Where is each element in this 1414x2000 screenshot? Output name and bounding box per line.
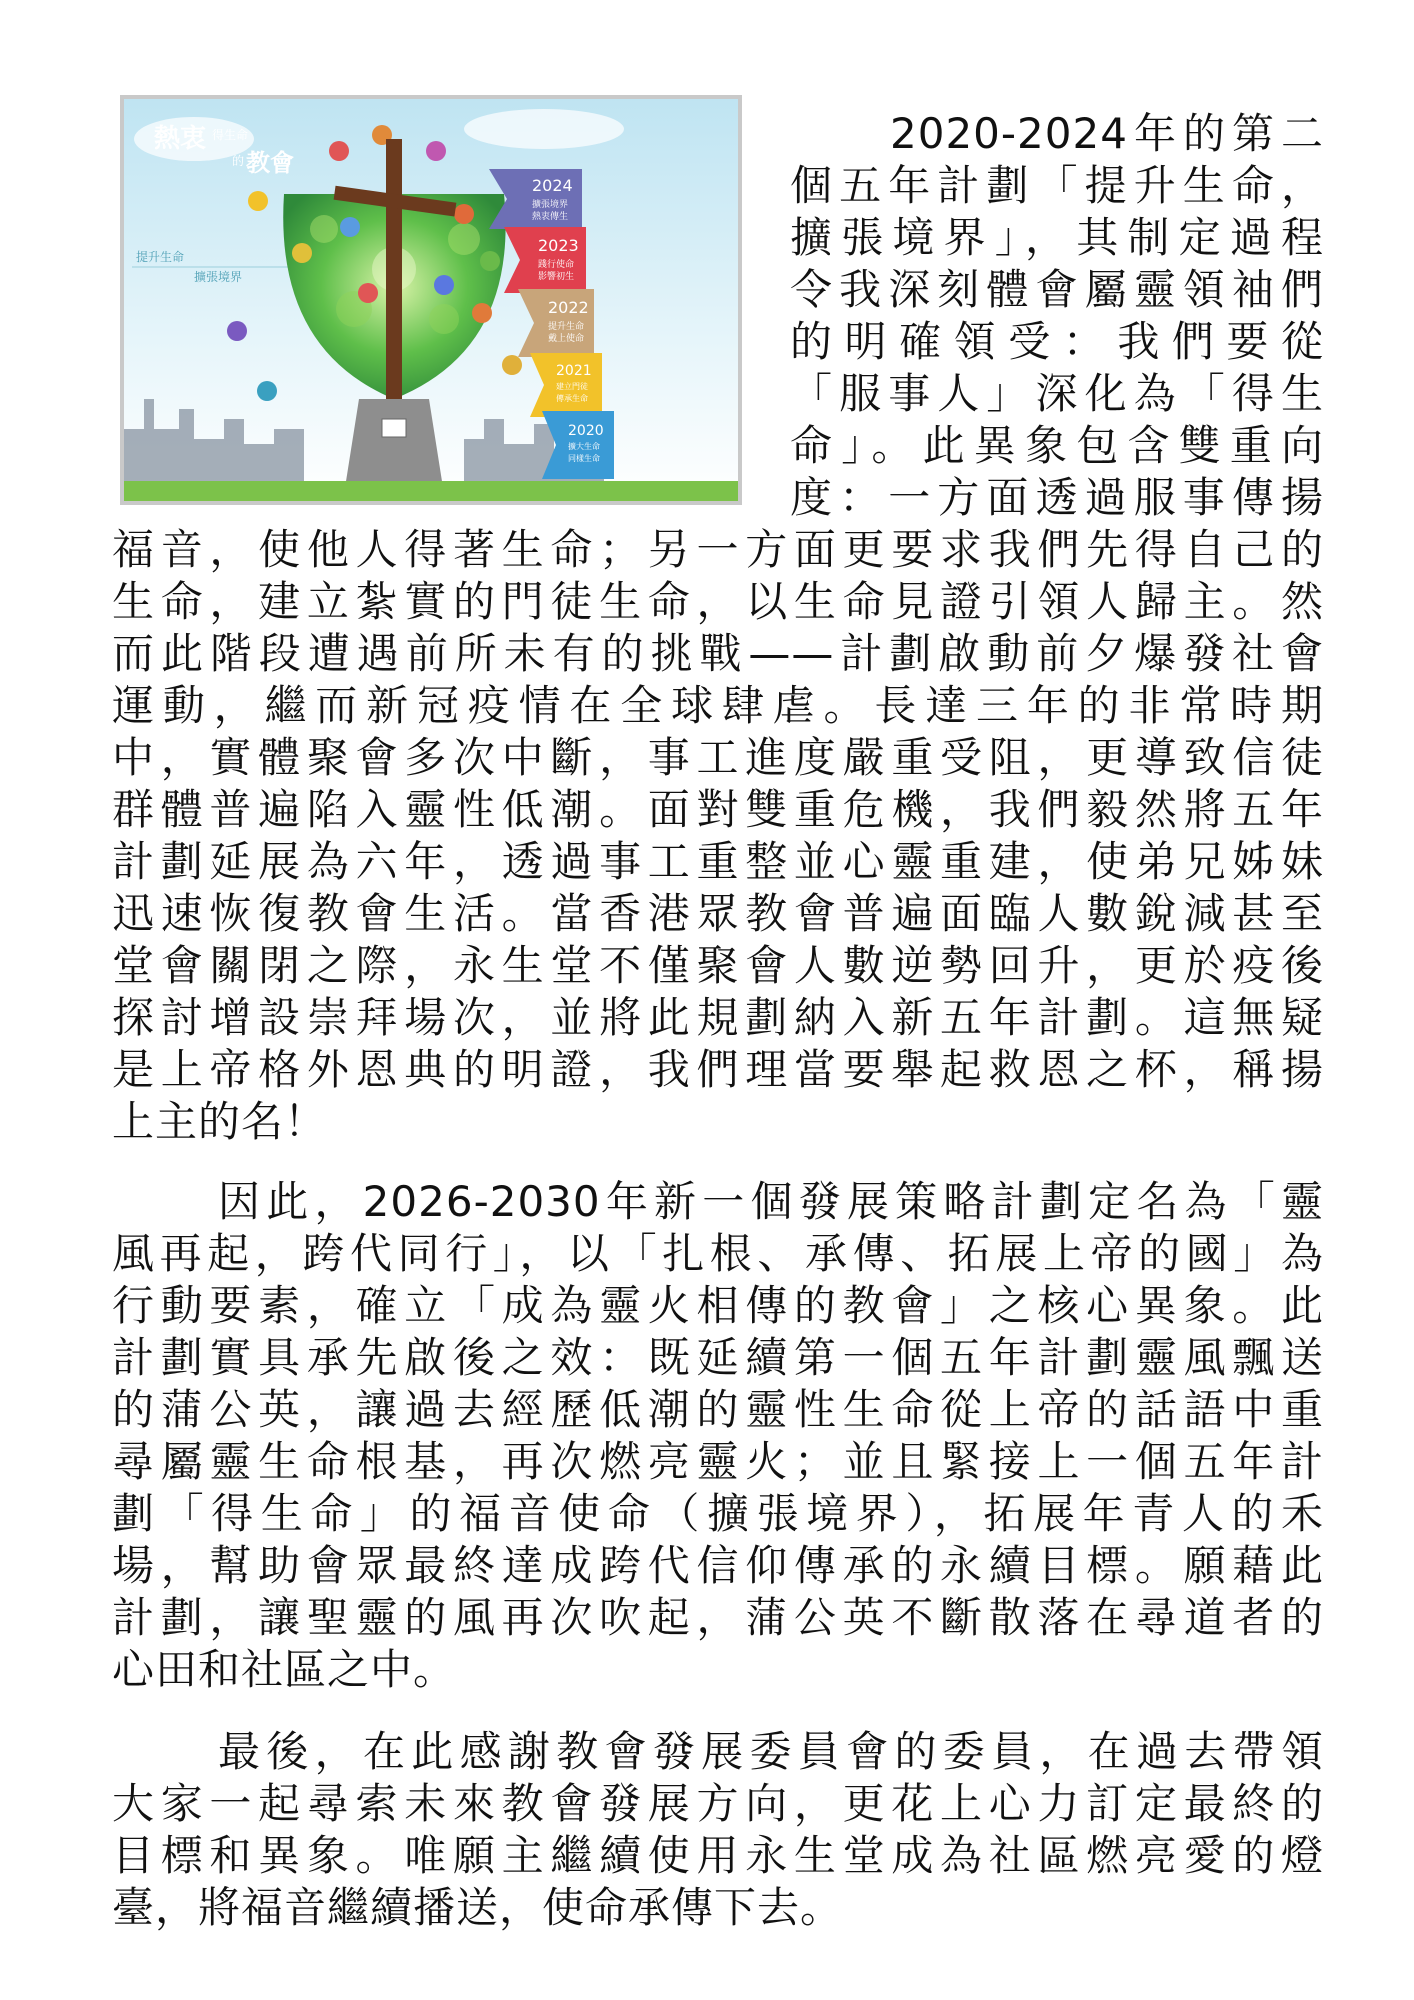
svg-text:提升生命: 提升生命 bbox=[548, 322, 585, 332]
grass bbox=[124, 481, 738, 501]
ball bbox=[257, 381, 277, 401]
paragraph-2-line: 心田和社區之中。 bbox=[112, 1645, 457, 1694]
ball bbox=[434, 275, 454, 295]
paragraph-2-line: 的蒲公英，讓過去經歷低潮的靈性生命從上帝的話語中重 bbox=[112, 1385, 1324, 1434]
svg-text:2023: 2023 bbox=[538, 236, 579, 255]
wrapped-line: 命」。此異象包含雙重向 bbox=[790, 421, 1324, 470]
paragraph-1-line: 運動，繼而新冠疫情在全球肆虐。長達三年的非常時期 bbox=[112, 681, 1324, 730]
wrapped-line: 「服事人」深化為「得生 bbox=[790, 369, 1324, 418]
paragraph-1-line: 中，實體聚會多次中斷，事工進度嚴重受阻，更導致信徒 bbox=[112, 733, 1324, 782]
wrapped-line: 的明確領受：我們要從 bbox=[790, 317, 1324, 366]
wrapped-line: 個五年計劃「提升生命， bbox=[790, 161, 1324, 210]
paragraph-1-line: 上主的名！ bbox=[112, 1097, 328, 1146]
ball bbox=[227, 321, 247, 341]
paragraph-1-line: 而此階段遭遇前所未有的挑戰——計劃啟動前夕爆發社會 bbox=[112, 629, 1324, 678]
paragraph-1-line: 生命，建立紮實的門徒生命，以生命見證引領人歸主。然 bbox=[112, 577, 1324, 626]
ball bbox=[292, 243, 312, 263]
rock-base bbox=[344, 399, 444, 494]
ball bbox=[472, 303, 492, 323]
ball bbox=[329, 141, 349, 161]
svg-text:擴張境界: 擴張境界 bbox=[532, 200, 569, 210]
figure-title: 熱衷 bbox=[154, 124, 207, 154]
svg-text:2020: 2020 bbox=[568, 423, 604, 439]
svg-text:同樣生命: 同樣生命 bbox=[568, 454, 600, 463]
svg-text:2024: 2024 bbox=[532, 176, 573, 195]
svg-text:踐行使命: 踐行使命 bbox=[538, 260, 575, 270]
svg-text:2022: 2022 bbox=[548, 298, 589, 317]
paragraph-1-line: 探討增設崇拜場次，並將此規劃納入新五年計劃。這無疑 bbox=[112, 993, 1324, 1042]
left-label-2: 擴張境界 bbox=[194, 270, 243, 284]
svg-text:戴上使命: 戴上使命 bbox=[548, 334, 585, 344]
figure-title-small: 得生命 bbox=[212, 128, 249, 142]
paragraph-3-line: 最後，在此感謝教會發展委員會的委員，在過去帶領 bbox=[218, 1727, 1324, 1776]
paragraph-2-line: 尋屬靈生命根基，再次燃亮靈火；並且緊接上一個五年計 bbox=[112, 1437, 1324, 1486]
paragraph-2-line: 因此，2026-2030年新一個發展策略計劃定名為「靈 bbox=[218, 1177, 1324, 1226]
svg-text:影響初生: 影響初生 bbox=[538, 272, 575, 282]
paragraph-3-line: 臺，將福音繼續播送，使命承傳下去。 bbox=[112, 1883, 844, 1932]
left-label-1: 提升生命 bbox=[136, 250, 185, 264]
paragraph-2-line: 風再起，跨代同行」，以「扎根、承傳、拓展上帝的國」為 bbox=[112, 1229, 1324, 1278]
ball bbox=[340, 217, 360, 237]
paragraph-1-line: 是上帝格外恩典的明證，我們理當要舉起救恩之杯，稱揚 bbox=[112, 1045, 1324, 1094]
svg-text:2021: 2021 bbox=[556, 363, 592, 379]
wrapped-line: 擴張境界」，其制定過程 bbox=[790, 213, 1324, 262]
svg-text:傳承生命: 傳承生命 bbox=[556, 394, 588, 403]
ball bbox=[480, 251, 500, 271]
paragraph-1-line: 群體普遍陷入靈性低潮。面對雙重危機，我們毅然將五年 bbox=[112, 785, 1324, 834]
cross-vertical bbox=[386, 139, 402, 399]
paragraph-1-line: 計劃延展為六年，透過事工重整並心靈重建，使弟兄姊妹 bbox=[112, 837, 1324, 886]
wrapped-line: 度：一方面透過服事傳揚 bbox=[790, 473, 1324, 522]
paragraph-3-line: 目標和異象。唯願主繼續使用永生堂成為社區燃亮愛的燈 bbox=[112, 1831, 1324, 1880]
paragraph-2-line: 計劃實具承先啟後之效：既延續第一個五年計劃靈風飄送 bbox=[112, 1333, 1324, 1382]
paragraph-3-line: 大家一起尋索未來教會發展方向，更花上心力訂定最終的 bbox=[112, 1779, 1324, 1828]
ball bbox=[426, 141, 446, 161]
ball bbox=[358, 283, 378, 303]
paragraph-1-line: 福音，使他人得著生命；另一方面更要求我們先得自己的 bbox=[112, 525, 1324, 574]
ball bbox=[454, 204, 474, 224]
figure-title-2: 教會 bbox=[246, 149, 294, 177]
illustration bbox=[120, 95, 742, 505]
open-book bbox=[382, 419, 406, 437]
svg-text:熱衷傳生: 熱衷傳生 bbox=[532, 212, 569, 222]
figure-title-small-2: 的 bbox=[232, 154, 245, 168]
cloud bbox=[464, 109, 624, 149]
svg-text:擴大生命: 擴大生命 bbox=[568, 442, 600, 451]
paragraph-2-line: 計劃，讓聖靈的風再次吹起，蒲公英不斷散落在尋道者的 bbox=[112, 1593, 1324, 1642]
svg-text:建立門徒: 建立門徒 bbox=[556, 382, 588, 391]
wrapped-line: 令我深刻體會屬靈領袖們 bbox=[790, 265, 1324, 314]
paragraph-1-line: 堂會關閉之際，永生堂不僅聚會人數逆勢回升，更於疫後 bbox=[112, 941, 1324, 990]
paragraph-2-line: 場，幫助會眾最終達成跨代信仰傳承的永續目標。願藉此 bbox=[112, 1541, 1324, 1590]
illustration-svg bbox=[124, 99, 738, 501]
wrapped-line: 2020-2024年的第二 bbox=[890, 109, 1324, 158]
paragraph-2-line: 行動要素，確立「成為靈火相傳的教會」之核心異象。此 bbox=[112, 1281, 1324, 1330]
ball bbox=[248, 191, 268, 211]
paragraph-2-line: 劃「得生命」的福音使命（擴張境界），拓展年青人的禾 bbox=[112, 1489, 1324, 1538]
paragraph-1-line: 迅速恢復教會生活。當香港眾教會普遍面臨人數銳減甚至 bbox=[112, 889, 1324, 938]
ball bbox=[502, 355, 522, 375]
